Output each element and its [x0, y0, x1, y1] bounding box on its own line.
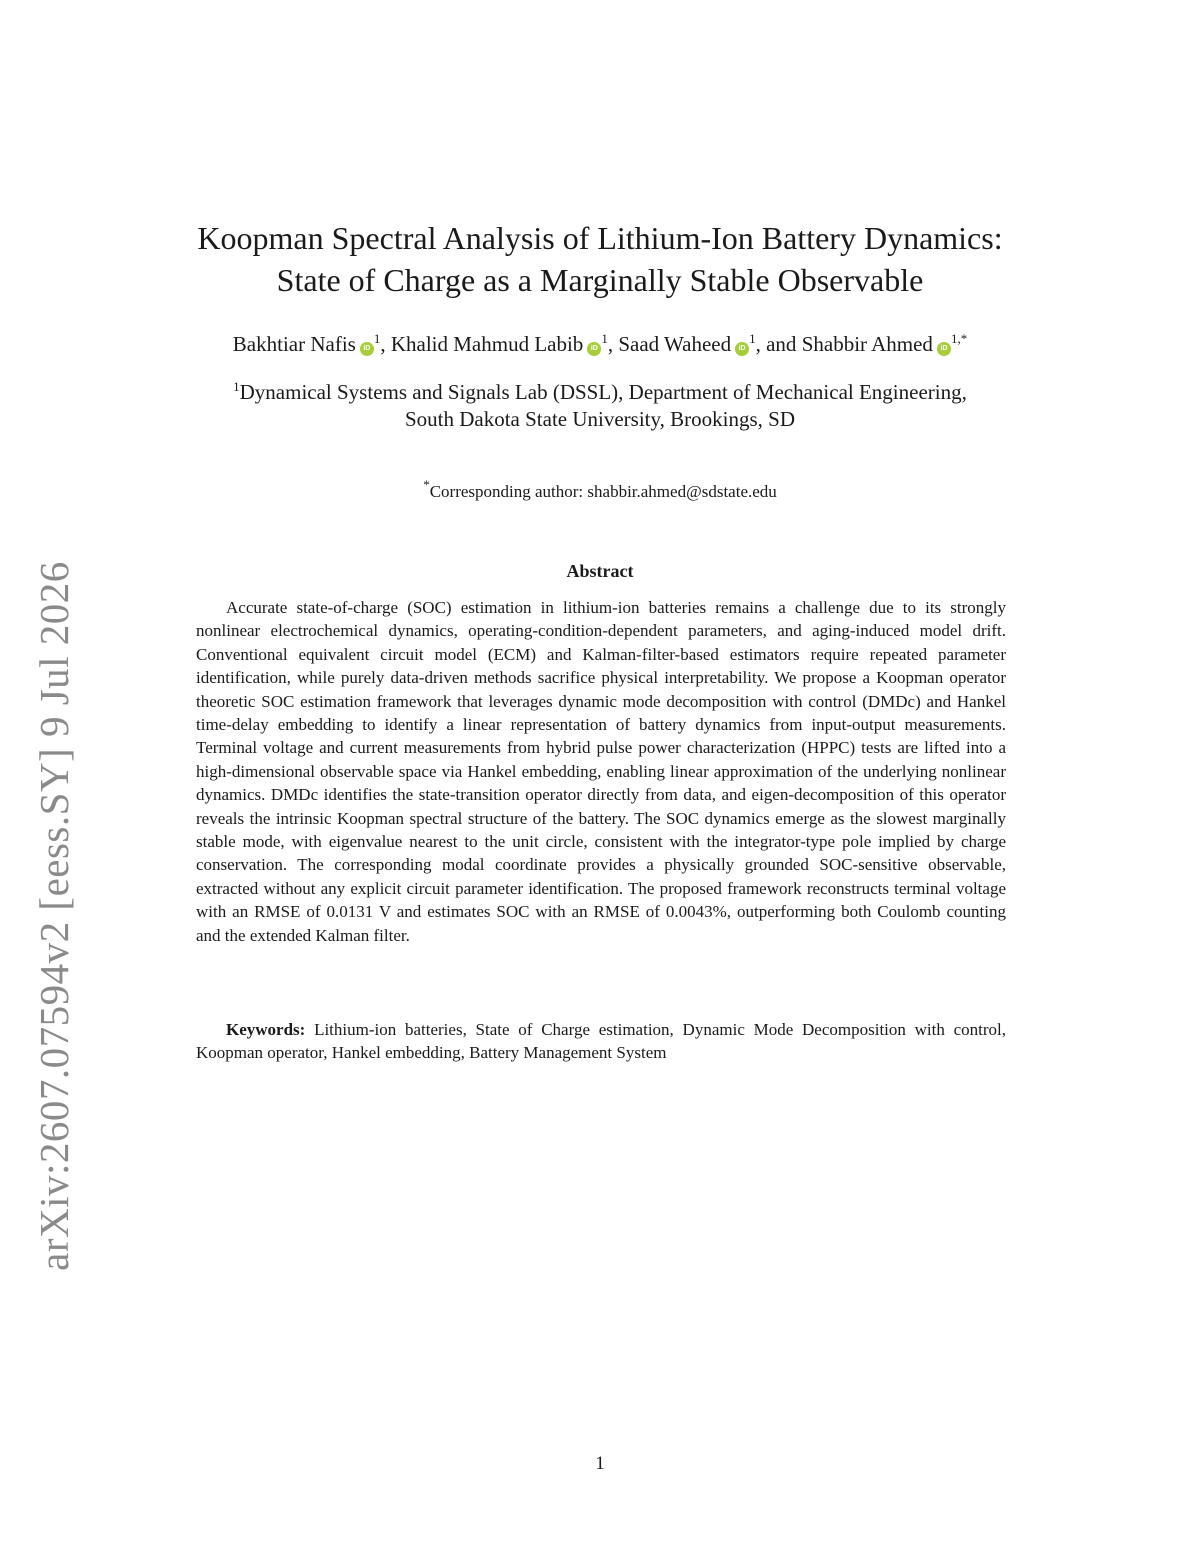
author-affiliation-mark: 1 — [601, 331, 608, 346]
author-name: Bakhtiar Nafis — [232, 332, 356, 356]
author-separator: , — [607, 332, 619, 356]
orcid-icon[interactable]: iD — [937, 342, 951, 356]
author-affiliation-mark: 1,* — [950, 331, 968, 346]
keywords-text: Lithium-ion batteries, State of Charge estimation, Dynamic Mode Decomposition with control, Koopman operator, Hankel embedding, Battery Management System — [196, 1020, 1007, 1063]
affiliation-text-1: Dynamical Systems and Signals Lab (DSSL), Department of Mechanical Engineering, — [239, 380, 967, 404]
author-name: Khalid Mahmud Labib — [390, 332, 584, 356]
author-name: Shabbir Ahmed — [801, 332, 933, 356]
author-name: Saad Waheed — [618, 332, 732, 356]
orcid-icon[interactable]: iD — [360, 342, 374, 356]
abstract-heading: Abstract — [566, 561, 634, 581]
paper-title-line-1: Koopman Spectral Analysis of Lithium-Ion Battery Dynamics: — [197, 220, 1003, 256]
keywords-label: Keywords: — [226, 1020, 306, 1039]
orcid-icon[interactable]: iD — [735, 342, 749, 356]
arxiv-identifier-stamp: arXiv:2607.07594v2 [eess.SY] 9 Jul 2026 — [31, 561, 77, 1271]
corresponding-text: Corresponding author: shabbir.ahmed@sdstate.edu — [429, 482, 777, 501]
author-separator: , — [380, 332, 391, 356]
author-affiliation-mark: 1 — [373, 331, 381, 346]
keywords-paragraph — [196, 1018, 1006, 1065]
affiliation-line-2: South Dakota State University, Brookings, SD — [404, 407, 796, 431]
affiliation-block — [100, 379, 1100, 433]
corresponding-mark: * — [423, 477, 430, 492]
paper-title — [100, 217, 1100, 301]
orcid-icon[interactable]: iD — [587, 342, 601, 356]
page-number: 1 — [595, 1453, 605, 1474]
affiliation-mark: 1 — [233, 379, 240, 394]
abstract-text: Accurate state-of-charge (SOC) estimation in lithium-ion batteries remains a challenge due to its strongly nonlinear electrochemical dynamics, operating-condition-dependent parameters, and aging-induced model drift. Conventional equivalent circuit model (ECM) and Kalman-filter-based estimators require repeated parameter identification, while purely data-driven methods sacrifice physical interpretability. We propose a Koopman operator theoretic SOC estimation framework that leverages dynamic mode decomposition with control (DMDc) and Hankel time-delay embedding to identify a linear representation of battery dynamics from input-output measurements. Terminal voltage and current measurements from hybrid pulse power characterization (HPPC) tests are lifted into a high-dimensional observable space via Hankel embedding, enabling linear approximation of the underlying nonlinear dynamics. DMDc identifies the state-transition operator directly from data, and eigen-decomposition of this operator reveals the intrinsic Koopman spectral structure of the battery. The SOC dynamics emerge as the slowest marginally stable mode, with eigenvalue nearest to the unit circle, consistent with the integrator-type pole implied by charge conservation. The corresponding modal coordinate provides a physically grounded SOC-sensitive observable, extracted without any explicit circuit parameter identification. The proposed framework reconstructs terminal voltage with an RMSE of 0.0131 V and estimates SOC with an RMSE of 0.0043%, outperforming both Coulomb counting and the extended Kalman filter. — [196, 598, 1006, 945]
author-affiliation-mark: 1 — [749, 331, 756, 346]
author-separator: , and — [755, 332, 802, 356]
corresponding-author — [100, 477, 1100, 503]
paper-title-line-2: State of Charge as a Marginally Stable Observable — [276, 262, 924, 298]
affiliation-line-1 — [100, 379, 1100, 406]
author-list — [60, 330, 1140, 358]
